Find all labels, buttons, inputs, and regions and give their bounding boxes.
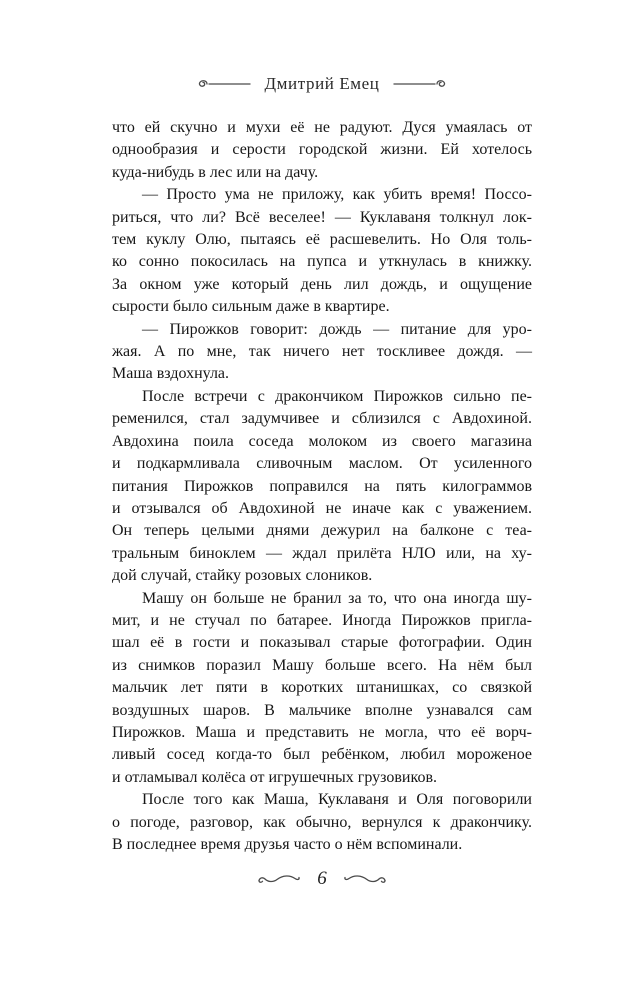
- text-line: о погоде, разговор, как обычно, вернулся к дракончику.: [112, 813, 532, 831]
- page-number: 6: [317, 868, 327, 889]
- text-line: тем куклу Олю, пытаясь её расшевелить. Но Оля толь-: [112, 231, 532, 249]
- text-line: из снимков поразил Машу больше всего. На нём был: [112, 656, 532, 674]
- text-line: Пирожков. Маша и представить не могла, что её ворч-: [112, 723, 532, 741]
- text-line: и отламывал колёса от игрушечных грузовиков.: [112, 768, 437, 786]
- header-swirl-right-icon: [392, 77, 450, 91]
- text-line: Маша вздохнула.: [112, 365, 230, 383]
- paragraph: [112, 789, 532, 856]
- text-line: После встречи с дракончиком Пирожков сильно пе-: [142, 387, 532, 405]
- header-swirl-left-icon: [194, 77, 252, 91]
- text-line: что ей скучно и мухи её не радуют. Дуся умаялась от: [112, 119, 532, 136]
- running-header: [0, 74, 644, 94]
- text-line: мальчик лет пяти в коротких штанишках, со связкой: [112, 679, 532, 697]
- paragraph: [112, 117, 532, 184]
- text-line: воздушных шаров. В мальчике вполне узнавался сам: [112, 701, 532, 719]
- text-line: — Пирожков говорит: дождь — питание для уро-: [142, 320, 532, 338]
- text-line: и отзывался об Авдохиной не иначе как с уважением.: [112, 499, 532, 517]
- footer-wave-right-icon: [343, 872, 387, 886]
- page-footer: [0, 868, 644, 890]
- text-line: шал её в гости и показывал старые фотографии. Один: [112, 634, 532, 652]
- text-line: За окном уже который день лил дождь, и ощущение: [112, 275, 532, 293]
- text-line: риться, что ли? Всё веселее! — Куклаваня толкнул лок-: [112, 208, 532, 226]
- paragraph: [112, 319, 532, 386]
- text-line: Машу он больше не бранил за то, что она иногда шу-: [142, 589, 532, 607]
- text-line: После того как Маша, Куклаваня и Оля поговорили: [142, 791, 532, 809]
- paragraph: [112, 184, 532, 318]
- text-line: тральным биноклем — ждал прилёта НЛО или, на ху-: [112, 544, 532, 562]
- text-line: В последнее время друзья часто о нём вспоминали.: [112, 836, 463, 853]
- text-line: дой случай, стайку розовых слоников.: [112, 567, 373, 585]
- text-line: и подкармливала сливочным маслом. От усиленного: [112, 455, 532, 473]
- text-line: ко сонно покосилась на пупса и уткнулась в книжку.: [112, 253, 532, 271]
- text-line: однообразия и серости городской жизни. Ей хотелось: [112, 141, 532, 159]
- paragraph: [112, 588, 532, 790]
- text-line: Он теперь целыми днями дежурил на балконе с теа-: [112, 522, 532, 540]
- text-line: куда-нибудь в лес или на дачу.: [112, 163, 319, 181]
- text-line: Авдохина поила соседа молоком из своего магазина: [112, 432, 532, 450]
- author-name: Дмитрий Емец: [264, 74, 380, 93]
- page-text: [112, 117, 532, 856]
- text-line: — Просто ума не приложу, как убить время! Поссо-: [142, 186, 532, 204]
- text-line: мит, и не стучал по батарее. Иногда Пирожков пригла-: [112, 611, 532, 629]
- text-line: ременился, стал задумчивее и сблизился с Авдохиной.: [112, 410, 532, 428]
- paragraph: [112, 386, 532, 588]
- text-line: сырости было сильным даже в квартире.: [112, 298, 390, 316]
- text-line: питания Пирожков поправился на пять килограммов: [112, 477, 532, 495]
- footer-wave-left-icon: [257, 872, 301, 886]
- text-line: жая. А по мне, так ничего нет тоскливее дождя. —: [112, 343, 532, 361]
- text-line: ливый сосед когда-то был ребёнком, любил мороженое: [112, 746, 532, 764]
